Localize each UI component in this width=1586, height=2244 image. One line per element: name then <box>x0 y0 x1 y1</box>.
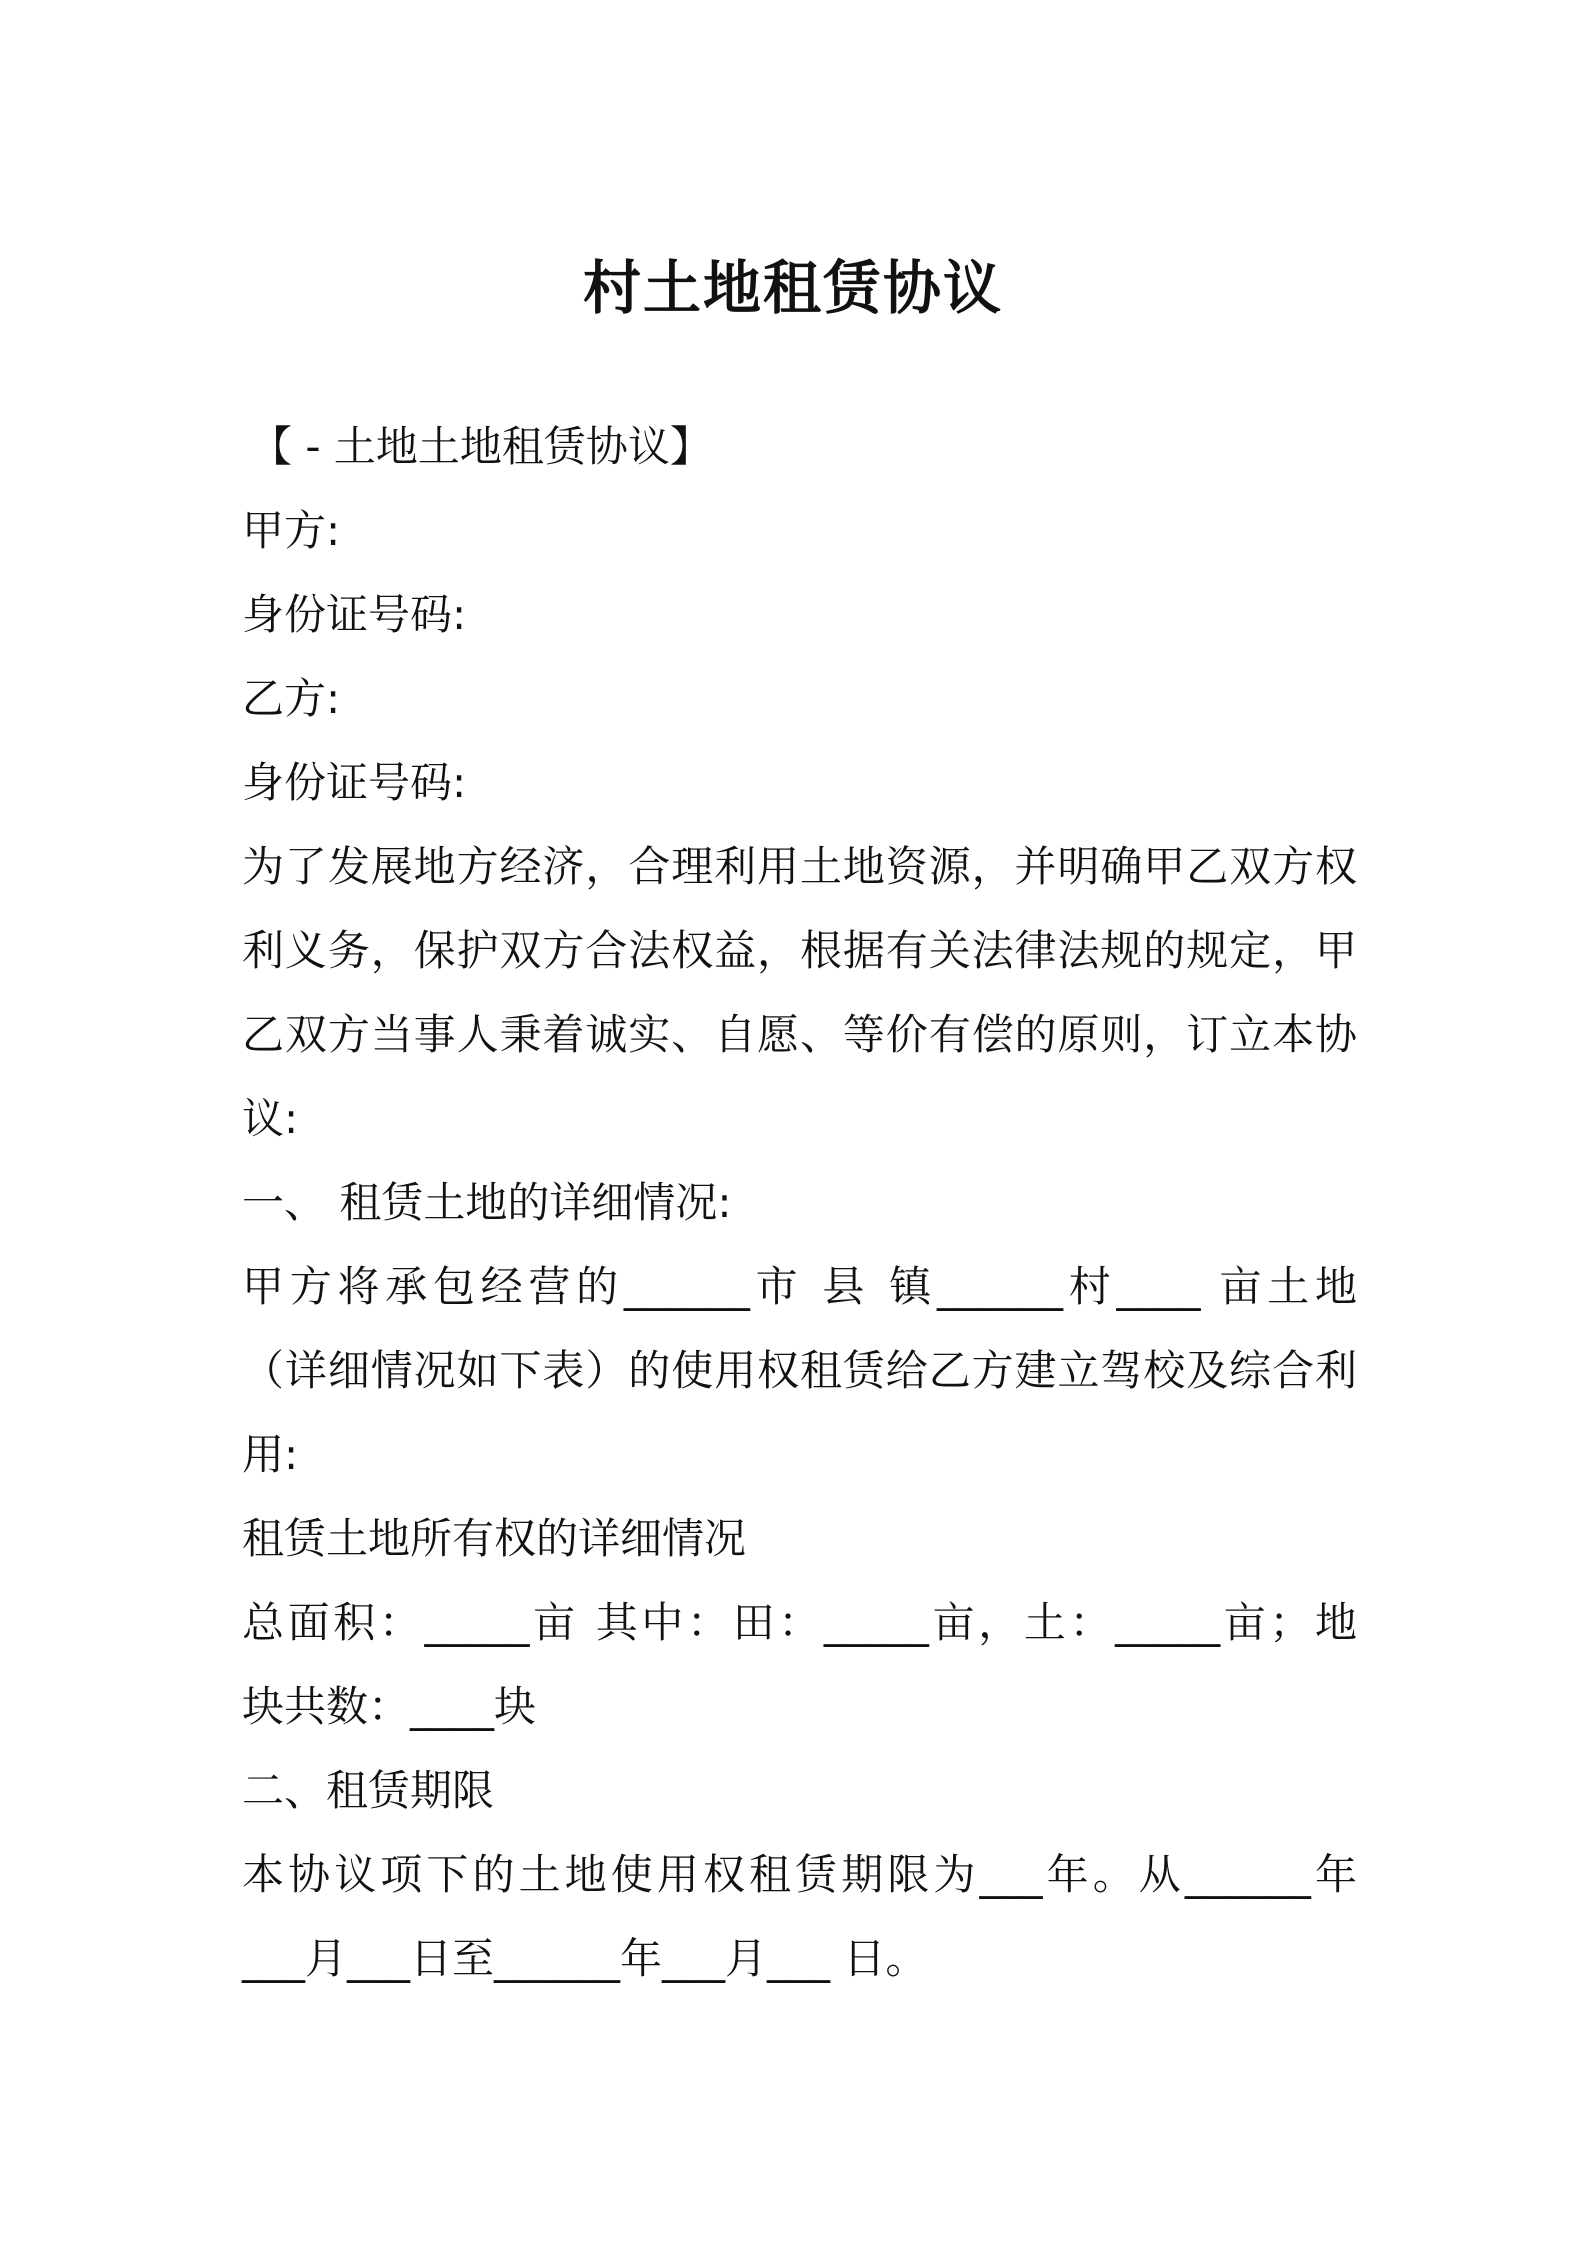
preamble-line-2: 利义务，保护双方合法权益，根据有关法律法规的规定，甲 <box>242 926 1357 975</box>
section-1-line-2: （详细情况如下表）的使用权租赁给乙方建立驾校及综合利 <box>242 1346 1357 1395</box>
party-a-label: 甲方: <box>242 506 341 555</box>
section-1-heading: 一、 租赁土地的详细情况: <box>242 1178 732 1227</box>
land-area-line-1: 总面积：_____亩 其中：田：_____亩，土：_____亩；地 <box>242 1598 1357 1647</box>
document-subtitle: 【 - 土地土地租赁协议】 <box>250 422 712 471</box>
lease-term-line-2: ___月___日至______年___月___ 日。 <box>242 1934 928 1983</box>
section-1-line-3: 用: <box>242 1430 299 1479</box>
document-title: 村土地租赁协议 <box>582 254 1003 322</box>
preamble-line-1: 为了发展地方经济，合理利用土地资源，并明确甲乙双方权 <box>242 842 1357 891</box>
party-b-label: 乙方: <box>242 674 341 723</box>
section-1-line-1: 甲方将承包经营的______市 县 镇______村____ 亩土地 <box>242 1262 1357 1311</box>
section-2-heading: 二、租赁期限 <box>242 1766 495 1815</box>
land-area-line-2: 块共数：____块 <box>242 1682 537 1731</box>
preamble-line-4: 议: <box>242 1094 299 1143</box>
document-body <box>242 405 1357 2001</box>
preamble-line-3: 乙双方当事人秉着诚实、自愿、等价有偿的原则，订立本协 <box>242 1010 1357 1059</box>
lease-term-line-1: 本协议项下的土地使用权租赁期限为___年。从______年 <box>242 1850 1357 1899</box>
party-b-id-label: 身份证号码: <box>242 758 467 807</box>
party-a-id-label: 身份证号码: <box>242 590 467 639</box>
land-ownership-heading: 租赁土地所有权的详细情况 <box>242 1514 747 1563</box>
